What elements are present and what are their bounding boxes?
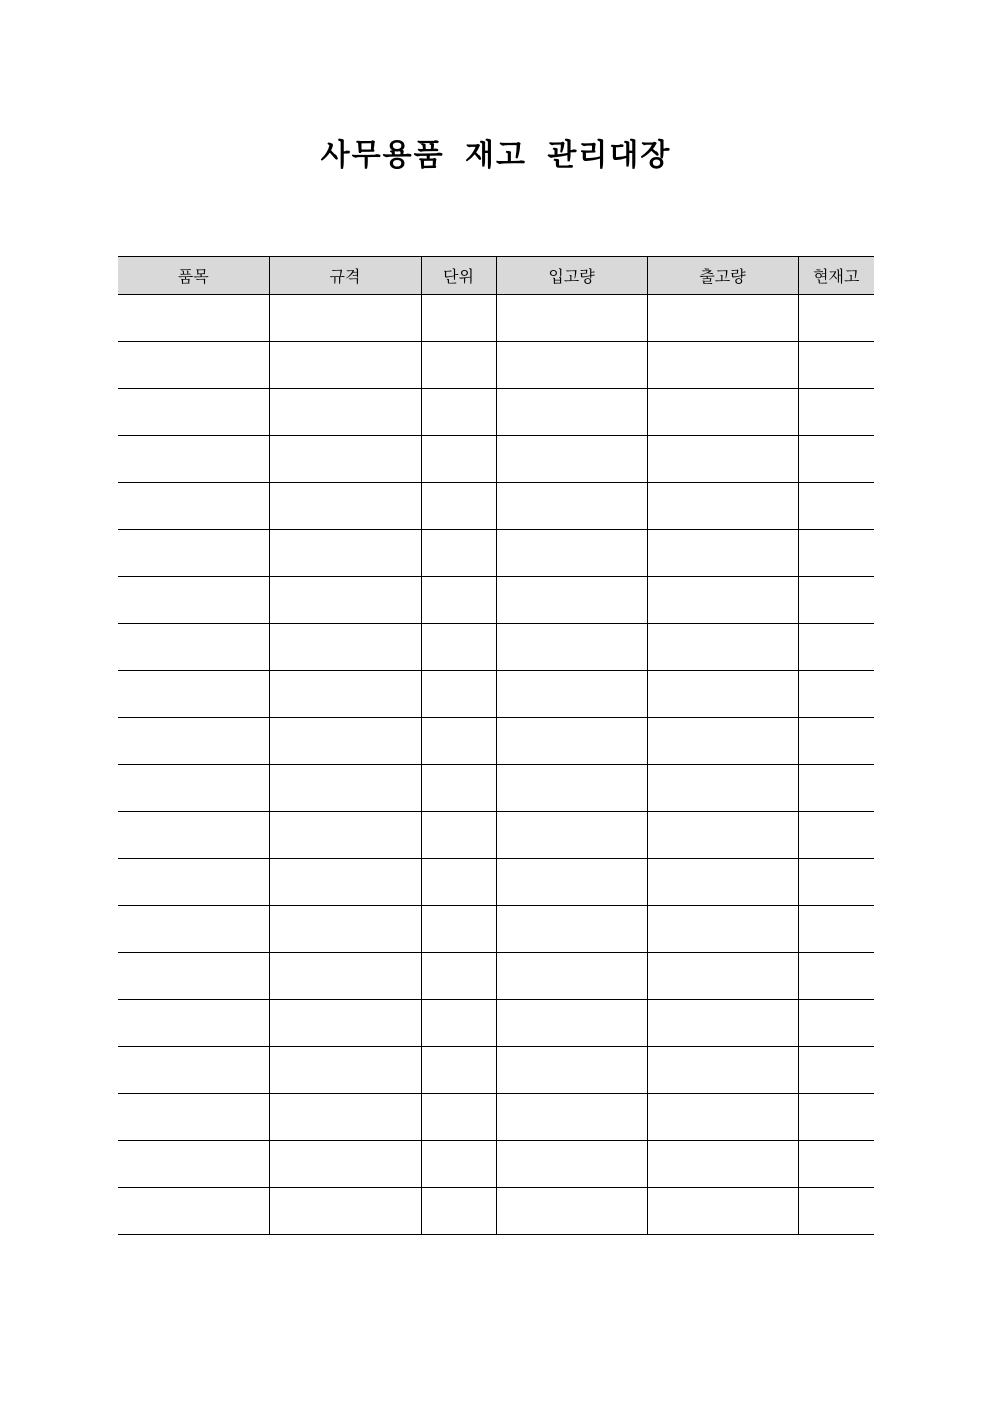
cell-current-stock[interactable] bbox=[798, 1047, 874, 1094]
table-row bbox=[118, 436, 874, 483]
cell-spec[interactable] bbox=[269, 1000, 421, 1047]
cell-item[interactable] bbox=[118, 1188, 269, 1235]
cell-current-stock[interactable] bbox=[798, 624, 874, 671]
table-row bbox=[118, 906, 874, 953]
cell-incoming-qty[interactable] bbox=[496, 1141, 647, 1188]
cell-outgoing-qty[interactable] bbox=[647, 1094, 798, 1141]
cell-spec[interactable] bbox=[269, 953, 421, 1000]
cell-spec[interactable] bbox=[269, 1141, 421, 1188]
cell-incoming-qty[interactable] bbox=[496, 436, 647, 483]
cell-spec[interactable] bbox=[269, 1188, 421, 1235]
cell-incoming-qty[interactable] bbox=[496, 577, 647, 624]
table-row bbox=[118, 671, 874, 718]
cell-outgoing-qty[interactable] bbox=[647, 1047, 798, 1094]
cell-item[interactable] bbox=[118, 1047, 269, 1094]
cell-item[interactable] bbox=[118, 718, 269, 765]
cell-current-stock[interactable] bbox=[798, 906, 874, 953]
cell-item[interactable] bbox=[118, 953, 269, 1000]
table-row bbox=[118, 577, 874, 624]
cell-unit[interactable] bbox=[421, 671, 496, 718]
cell-outgoing-qty[interactable] bbox=[647, 530, 798, 577]
cell-outgoing-qty[interactable] bbox=[647, 859, 798, 906]
cell-item[interactable] bbox=[118, 1141, 269, 1188]
cell-incoming-qty[interactable] bbox=[496, 295, 647, 342]
cell-item[interactable] bbox=[118, 342, 269, 389]
header-incoming-qty: 입고량 bbox=[496, 257, 647, 295]
cell-unit[interactable] bbox=[421, 342, 496, 389]
table-row bbox=[118, 295, 874, 342]
cell-unit[interactable] bbox=[421, 1047, 496, 1094]
cell-spec[interactable] bbox=[269, 342, 421, 389]
cell-item[interactable] bbox=[118, 671, 269, 718]
cell-unit[interactable] bbox=[421, 718, 496, 765]
cell-current-stock[interactable] bbox=[798, 765, 874, 812]
table-row bbox=[118, 1047, 874, 1094]
cell-spec[interactable] bbox=[269, 483, 421, 530]
cell-current-stock[interactable] bbox=[798, 530, 874, 577]
cell-unit[interactable] bbox=[421, 389, 496, 436]
cell-incoming-qty[interactable] bbox=[496, 1047, 647, 1094]
cell-incoming-qty[interactable] bbox=[496, 765, 647, 812]
cell-current-stock[interactable] bbox=[798, 859, 874, 906]
cell-incoming-qty[interactable] bbox=[496, 624, 647, 671]
cell-spec[interactable] bbox=[269, 295, 421, 342]
table-row bbox=[118, 389, 874, 436]
cell-current-stock[interactable] bbox=[798, 812, 874, 859]
cell-current-stock[interactable] bbox=[798, 718, 874, 765]
cell-spec[interactable] bbox=[269, 389, 421, 436]
table-row bbox=[118, 1094, 874, 1141]
cell-outgoing-qty[interactable] bbox=[647, 577, 798, 624]
page-title: 사무용품 재고 관리대장 bbox=[320, 138, 672, 173]
cell-item[interactable] bbox=[118, 624, 269, 671]
cell-current-stock[interactable] bbox=[798, 436, 874, 483]
cell-unit[interactable] bbox=[421, 295, 496, 342]
cell-item[interactable] bbox=[118, 765, 269, 812]
cell-unit[interactable] bbox=[421, 530, 496, 577]
cell-current-stock[interactable] bbox=[798, 342, 874, 389]
cell-outgoing-qty[interactable] bbox=[647, 906, 798, 953]
cell-current-stock[interactable] bbox=[798, 1188, 874, 1235]
cell-outgoing-qty[interactable] bbox=[647, 953, 798, 1000]
table-row bbox=[118, 859, 874, 906]
cell-outgoing-qty[interactable] bbox=[647, 812, 798, 859]
cell-unit[interactable] bbox=[421, 1000, 496, 1047]
cell-spec[interactable] bbox=[269, 718, 421, 765]
cell-item[interactable] bbox=[118, 295, 269, 342]
cell-incoming-qty[interactable] bbox=[496, 953, 647, 1000]
cell-outgoing-qty[interactable] bbox=[647, 765, 798, 812]
cell-spec[interactable] bbox=[269, 530, 421, 577]
cell-outgoing-qty[interactable] bbox=[647, 389, 798, 436]
cell-spec[interactable] bbox=[269, 671, 421, 718]
cell-incoming-qty[interactable] bbox=[496, 389, 647, 436]
cell-current-stock[interactable] bbox=[798, 295, 874, 342]
cell-outgoing-qty[interactable] bbox=[647, 718, 798, 765]
cell-current-stock[interactable] bbox=[798, 577, 874, 624]
cell-current-stock[interactable] bbox=[798, 953, 874, 1000]
table-row bbox=[118, 1141, 874, 1188]
cell-incoming-qty[interactable] bbox=[496, 1000, 647, 1047]
cell-item[interactable] bbox=[118, 389, 269, 436]
cell-unit[interactable] bbox=[421, 624, 496, 671]
cell-spec[interactable] bbox=[269, 1047, 421, 1094]
cell-unit[interactable] bbox=[421, 577, 496, 624]
table-row bbox=[118, 624, 874, 671]
cell-outgoing-qty[interactable] bbox=[647, 671, 798, 718]
cell-unit[interactable] bbox=[421, 953, 496, 1000]
cell-incoming-qty[interactable] bbox=[496, 859, 647, 906]
cell-spec[interactable] bbox=[269, 1094, 421, 1141]
table-row bbox=[118, 1000, 874, 1047]
header-item: 품목 bbox=[118, 257, 269, 295]
cell-unit[interactable] bbox=[421, 906, 496, 953]
table-header-row bbox=[118, 257, 874, 295]
cell-unit[interactable] bbox=[421, 436, 496, 483]
cell-current-stock[interactable] bbox=[798, 389, 874, 436]
table-row bbox=[118, 718, 874, 765]
cell-unit[interactable] bbox=[421, 859, 496, 906]
table-row bbox=[118, 953, 874, 1000]
cell-item[interactable] bbox=[118, 1000, 269, 1047]
cell-current-stock[interactable] bbox=[798, 1000, 874, 1047]
cell-incoming-qty[interactable] bbox=[496, 718, 647, 765]
table-row bbox=[118, 765, 874, 812]
cell-spec[interactable] bbox=[269, 906, 421, 953]
table-row bbox=[118, 812, 874, 859]
cell-spec[interactable] bbox=[269, 859, 421, 906]
cell-incoming-qty[interactable] bbox=[496, 812, 647, 859]
cell-current-stock[interactable] bbox=[798, 1094, 874, 1141]
cell-incoming-qty[interactable] bbox=[496, 1094, 647, 1141]
cell-outgoing-qty[interactable] bbox=[647, 483, 798, 530]
cell-outgoing-qty[interactable] bbox=[647, 1188, 798, 1235]
cell-item[interactable] bbox=[118, 577, 269, 624]
cell-spec[interactable] bbox=[269, 765, 421, 812]
cell-unit[interactable] bbox=[421, 1141, 496, 1188]
cell-spec[interactable] bbox=[269, 577, 421, 624]
cell-incoming-qty[interactable] bbox=[496, 671, 647, 718]
header-spec: 규격 bbox=[269, 257, 421, 295]
inventory-ledger-table bbox=[118, 256, 874, 1235]
cell-item[interactable] bbox=[118, 483, 269, 530]
cell-outgoing-qty[interactable] bbox=[647, 342, 798, 389]
cell-item[interactable] bbox=[118, 1094, 269, 1141]
cell-outgoing-qty[interactable] bbox=[647, 1141, 798, 1188]
cell-item[interactable] bbox=[118, 812, 269, 859]
cell-incoming-qty[interactable] bbox=[496, 1188, 647, 1235]
cell-unit[interactable] bbox=[421, 1188, 496, 1235]
table-body bbox=[118, 295, 874, 1235]
table-row bbox=[118, 483, 874, 530]
cell-incoming-qty[interactable] bbox=[496, 483, 647, 530]
cell-incoming-qty[interactable] bbox=[496, 530, 647, 577]
cell-item[interactable] bbox=[118, 436, 269, 483]
cell-item[interactable] bbox=[118, 859, 269, 906]
cell-item[interactable] bbox=[118, 906, 269, 953]
cell-incoming-qty[interactable] bbox=[496, 342, 647, 389]
cell-current-stock[interactable] bbox=[798, 671, 874, 718]
cell-unit[interactable] bbox=[421, 483, 496, 530]
cell-item[interactable] bbox=[118, 530, 269, 577]
cell-outgoing-qty[interactable] bbox=[647, 1000, 798, 1047]
cell-spec[interactable] bbox=[269, 812, 421, 859]
cell-spec[interactable] bbox=[269, 624, 421, 671]
cell-unit[interactable] bbox=[421, 765, 496, 812]
table-row bbox=[118, 342, 874, 389]
header-current-stock: 현재고 bbox=[798, 257, 874, 295]
cell-incoming-qty[interactable] bbox=[496, 906, 647, 953]
cell-unit[interactable] bbox=[421, 1094, 496, 1141]
table-row bbox=[118, 530, 874, 577]
cell-spec[interactable] bbox=[269, 436, 421, 483]
table-row bbox=[118, 1188, 874, 1235]
header-outgoing-qty: 출고량 bbox=[647, 257, 798, 295]
header-unit: 단위 bbox=[421, 257, 496, 295]
cell-outgoing-qty[interactable] bbox=[647, 295, 798, 342]
cell-unit[interactable] bbox=[421, 812, 496, 859]
cell-outgoing-qty[interactable] bbox=[647, 624, 798, 671]
cell-current-stock[interactable] bbox=[798, 1141, 874, 1188]
cell-current-stock[interactable] bbox=[798, 483, 874, 530]
cell-outgoing-qty[interactable] bbox=[647, 436, 798, 483]
